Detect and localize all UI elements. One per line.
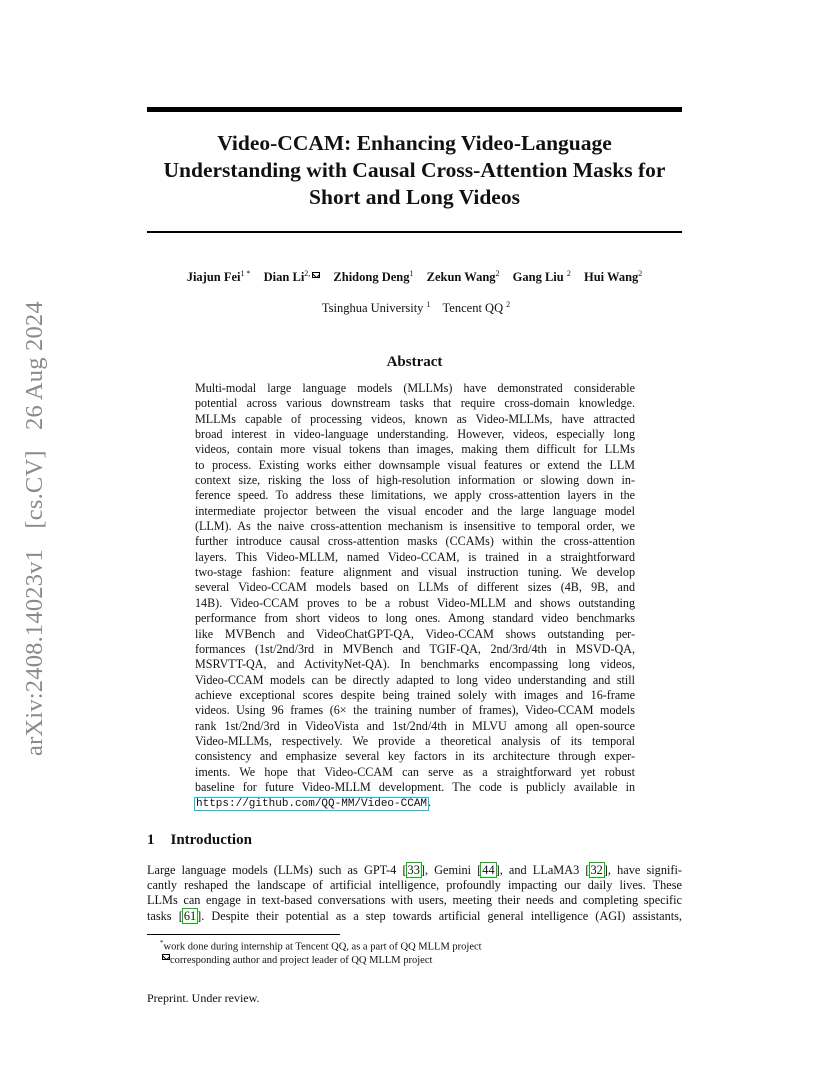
title-line-3: Short and Long Videos	[309, 185, 520, 209]
abstract-line: rank 1st/2nd/3rd in VideoVista and 1st/2nd/4th in MLVU among all open-source	[195, 718, 635, 733]
introduction-paragraph	[147, 863, 682, 924]
title-bottom-rule	[147, 231, 682, 233]
abstract-line: MSRVTT-QA, and ActivityNet-QA). In benchmarks encompassing long videos,	[195, 657, 635, 672]
paper-title	[147, 130, 682, 211]
author: Hui Wang$^2$	[583, 269, 643, 285]
affiliation: Tencent QQ $^2$	[442, 300, 511, 316]
abstract-line: ference speed. To address these limitations, we apply cross-attention layers in the	[195, 488, 635, 503]
citation-link[interactable]: 44	[482, 863, 495, 877]
abstract-line: achieve exceptional scores despite being trained solely with images and 16-frame	[195, 687, 635, 702]
text-line: LLMs can engage in text-based conversations with users, meeting their needs and completing specific	[147, 893, 682, 908]
text-line: Large language models (LLMs) such as GPT-4 [33], Gemini [44], and LLaMA3 [32], have signifi-	[147, 863, 682, 877]
abstract-line: 14B). Video-CCAM proves to be a robust Video-MLLM and shows outstanding	[195, 595, 635, 610]
author-list	[147, 269, 682, 285]
abstract-line: like MVBench and VideoChatGPT-QA, Video-CCAM shows outstanding per-	[195, 626, 635, 641]
abstract-line: Video-MLLMs, respectively. We provide a theoretical analysis of its temporal	[195, 733, 635, 748]
arxiv-category: [cs.CV]	[21, 450, 48, 529]
abstract-line: formances (1st/2nd/3rd in MVBench and TGIF-QA, 2nd/3rd/4th in MSVD-QA,	[195, 641, 635, 656]
abstract-line: potential across various downstream tasks that require cross-domain knowledge.	[195, 396, 635, 411]
footnote-1: *work done during internship at Tencent QQ, as a part of QQ MLLM project	[160, 939, 482, 953]
citation-link[interactable]: 61	[183, 908, 197, 923]
abstract-line: performance from short videos to long ones. Among standard video benchmarks	[195, 611, 635, 626]
section-title: Introduction	[170, 832, 252, 848]
abstract-line: https://github.com/QQ-MM/Video-CCAM.	[196, 795, 432, 811]
title-line-2: Understanding with Causal Cross-Attention Masks for	[163, 158, 666, 182]
abstract-line: MLLMs capable of processing videos, known as Video-MLLMs, have attracted	[195, 411, 635, 426]
abstract-line: Multi-modal large language models (MLLMs) have demonstrated considerable	[195, 381, 635, 395]
abstract-line: intermediate projector between the visual encoder and the large language model	[195, 503, 635, 518]
abstract-line: videos. Using 96 frames (6× the training number of frames), Video-CCAM models	[195, 703, 635, 718]
arxiv-identifier-stamp	[21, 287, 49, 756]
abstract-line: layers. This Video-MLLM, named Video-CCAM, is trained in a straightforward	[195, 549, 635, 564]
author: Dian $Li^{2,}$	[264, 270, 321, 284]
abstract-line: (LLM). As the naive cross-attention mechanism is insensitive to temporal order, we	[195, 519, 635, 534]
abstract-line: consistency and emphasize several key factors in its architecture through exper-	[195, 749, 635, 764]
abstract-line: broad interest in video-language understanding. However, videos, especially long	[195, 427, 635, 442]
author: Gang Liu $^2$	[512, 269, 571, 285]
author: Jiajun Fei$^{1 *}$	[186, 269, 251, 285]
abstract-line: context size, risking the loss of high-resolution information or slowing down in-	[195, 473, 635, 488]
envelope-icon	[312, 272, 320, 278]
section-heading	[147, 832, 252, 849]
title-top-rule	[147, 107, 682, 112]
abstract-line: two-stage fashion: feature alignment and visual instruction tuning. We develop	[195, 565, 635, 580]
abstract-line: to process. Existing works either downsample visual features or extend the LLM	[195, 457, 635, 472]
arxiv-date: 26 Aug 2024	[21, 301, 48, 430]
abstract-body	[195, 381, 635, 813]
envelope-icon	[162, 954, 170, 960]
affiliations	[147, 300, 682, 316]
text-line: tasks [61]. Despite their potential as a step towards artificial general intelligence (AGI) assistants,	[147, 908, 683, 923]
footnote-2: corresponding author and project leader of QQ MLLM project	[160, 954, 482, 967]
citation-link[interactable]: 33	[407, 863, 420, 877]
arxiv-id: arXiv:2408.14023v1	[21, 548, 48, 756]
affiliation: Tsinghua University $^1$	[321, 300, 431, 316]
abstract-line: iments. We hope that Video-CCAM can serve as a straightforward yet robust	[195, 764, 635, 779]
abstract-line: several Video-CCAM models based on LLMs of different sizes (4B, 9B, and	[195, 580, 635, 595]
footnote-rule	[147, 934, 340, 935]
abstract-line: further introduce causal cross-attention masks (CCAMs) within the cross-attention	[195, 534, 635, 549]
title-line-1: Video-CCAM: Enhancing Video-Language	[217, 131, 612, 155]
author: Zhidong Deng$^1$	[333, 269, 414, 285]
preprint-note: Preprint. Under review.	[147, 991, 260, 1005]
abstract-heading: Abstract	[386, 354, 443, 370]
text-line: cantly reshaped the landscape of artificial intelligence, profoundly impacting our daily lives. These	[147, 878, 682, 893]
section-number: 1	[147, 832, 155, 848]
abstract-line: baseline for future Video-MLLM development. The code is publicly available in	[195, 779, 635, 794]
citation-link[interactable]: 32	[590, 863, 603, 877]
footnotes	[160, 937, 482, 967]
abstract-line: Video-CCAM models can be directly adapted to long video understanding and still	[195, 672, 635, 687]
author: Zekun Wang$^2$	[426, 269, 500, 285]
code-repository-link[interactable]: https://github.com/QQ-MM/Video-CCAM	[196, 798, 428, 811]
abstract-line: videos, contain more visual tokens than images, making them difficult for LLMs	[195, 442, 635, 457]
